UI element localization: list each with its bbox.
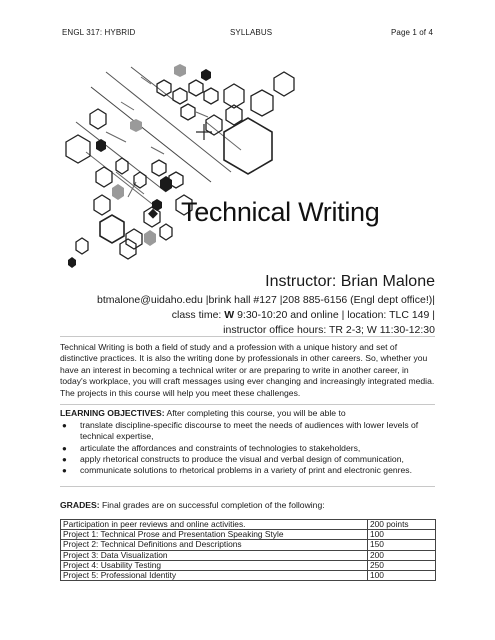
course-description: Technical Writing is both a field of study and a profession with a unique history and set of distinctive practices. It is also the writing done by professionals in other careers. So, whether you have an interest in becoming a technical writer or are preparing to write in another career, in today's workplace, you will craft messages using ever changing and increasingly integrated media. The projects in this course will help you meet these challenges. bbox=[60, 342, 435, 398]
objectives-intro bbox=[60, 408, 437, 419]
objectives-list bbox=[60, 420, 437, 476]
divider bbox=[60, 336, 435, 337]
class-time bbox=[97, 308, 435, 323]
table-cell-points: 200 points bbox=[367, 520, 435, 530]
table-cell-item: Project 3: Data Visualization bbox=[61, 550, 368, 560]
objectives-lead: After completing this course, you will be able to bbox=[164, 408, 346, 418]
document-type: SYLLABUS bbox=[230, 28, 273, 37]
table-row bbox=[61, 571, 436, 581]
table-cell-item: Project 2: Technical Definitions and Descriptions bbox=[61, 540, 368, 550]
list-item: ● articulate the affordances and constraints of technologies to stakeholders, bbox=[62, 442, 361, 453]
divider bbox=[60, 486, 435, 487]
table-row bbox=[61, 550, 436, 560]
list-item: ● translate discipline-specific discourse to meet the needs of audiences with lower levels of technical expertise, bbox=[62, 420, 419, 442]
table-cell-points: 200 bbox=[367, 550, 435, 560]
bullet-icon: ● bbox=[62, 466, 67, 476]
bullet-icon: ● bbox=[62, 454, 67, 464]
table-cell-points: 250 bbox=[367, 560, 435, 570]
table-cell-item: Project 1: Technical Prose and Presentation Speaking Style bbox=[61, 530, 368, 540]
table-row bbox=[61, 540, 436, 550]
class-time-prefix: class time: bbox=[171, 309, 225, 321]
grades-heading: GRADES: bbox=[60, 500, 100, 510]
learning-objectives bbox=[60, 408, 437, 476]
page-header bbox=[62, 28, 433, 42]
hexagon-pattern-graphic bbox=[56, 62, 446, 272]
table-cell-points: 100 bbox=[367, 571, 435, 581]
bullet-icon: ● bbox=[62, 421, 67, 431]
table-cell-item: Project 4: Usability Testing bbox=[61, 560, 368, 570]
instructor-name: Instructor: Brian Malone bbox=[265, 273, 435, 290]
table-row bbox=[61, 520, 436, 530]
list-item: ● apply rhetorical constructs to produce the visual and verbal design of communication, bbox=[62, 453, 404, 464]
page-number: Page 1 of 4 bbox=[390, 28, 433, 37]
grades-lead: Final grades are on successful completion of the following: bbox=[99, 500, 325, 510]
course-code: ENGL 317: HYBRID bbox=[62, 28, 136, 37]
class-time-rest: 9:30-10:20 and online | location: TLC 149 | bbox=[234, 309, 435, 321]
grades-intro bbox=[60, 500, 437, 511]
table-cell-points: 150 bbox=[367, 540, 435, 550]
divider bbox=[60, 404, 435, 405]
instructor-info bbox=[97, 272, 435, 338]
table-row bbox=[61, 560, 436, 570]
bullet-icon: ● bbox=[62, 443, 67, 453]
instructor-contact: btmalone@uidaho.edu |brink hall #127 |208 885-6156 (Engl dept office!)| bbox=[97, 294, 435, 306]
objectives-heading: LEARNING OBJECTIVES: bbox=[60, 408, 165, 418]
course-banner bbox=[56, 62, 446, 272]
course-title: Technical Writing bbox=[181, 197, 380, 227]
table-row bbox=[61, 530, 436, 540]
class-time-day: W bbox=[224, 309, 235, 321]
office-hours: instructor office hours: TR 2-3; W 11:30-12:30 bbox=[223, 324, 435, 336]
grades-table bbox=[60, 519, 436, 581]
list-item: ● communicate solutions to rhetorical problems in a variety of print and electronic genres. bbox=[62, 465, 412, 476]
table-cell-points: 100 bbox=[367, 530, 435, 540]
table-cell-item: Project 5: Professional Identity bbox=[61, 571, 368, 581]
table-cell-item: Participation in peer reviews and online activities. bbox=[61, 520, 368, 530]
